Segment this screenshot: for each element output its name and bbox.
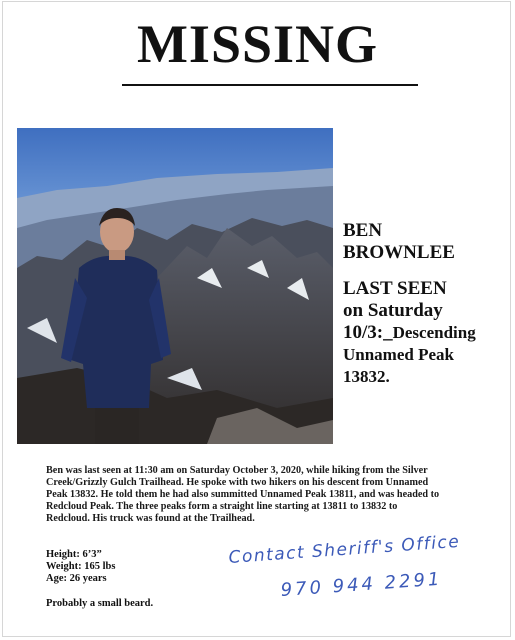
headline-missing: MISSING [136,14,379,74]
name-first: BEN [343,220,383,241]
handwritten-phone: 970 944 2291 [280,568,444,601]
name-last: BROWNLEE [343,242,455,263]
age-stat: Age: 26 years [46,573,107,584]
last-seen-peak-line2: 13832. [343,367,390,386]
photo-illustration [17,128,333,444]
last-seen-label: LAST SEEN [343,278,447,299]
story-line: Redcloud Peak. The three peaks form a straight line starting at 13811 to 13832 to [46,501,398,512]
handwritten-contact: Contact Sheriff's Office [228,531,461,568]
photo-hiker-on-summit [17,128,333,444]
headline-underline [122,84,418,86]
story-line: Creek/Grizzly Gulch Trailhead. He spoke with two hikers on his descent from Unnamed [46,477,429,488]
last-seen-peak-line1: Unnamed Peak [343,345,454,364]
height-stat: Height: 6’3” [46,549,102,560]
info-block [343,220,508,388]
missing-person-name [343,220,508,264]
last-seen-block [343,278,508,388]
last-seen-day: on Saturday [343,300,443,321]
story-paragraph [46,465,466,525]
beard-note: Probably a small beard. [46,598,154,609]
weight-stat: Weight: 165 lbs [46,561,116,572]
story-line: Ben was last seen at 11:30 am on Saturday October 3, 2020, while hiking from the Silver [46,465,428,476]
story-line: Redcloud. His truck was found at the Trailhead. [46,513,255,524]
last-seen-date: 10/3:_ [343,322,393,343]
story-line: Peak 13832. He told them he had also summitted Unnamed Peak 13811, and was headed to [46,489,440,500]
last-seen-activity: Descending [392,323,476,342]
physical-stats [46,549,115,585]
